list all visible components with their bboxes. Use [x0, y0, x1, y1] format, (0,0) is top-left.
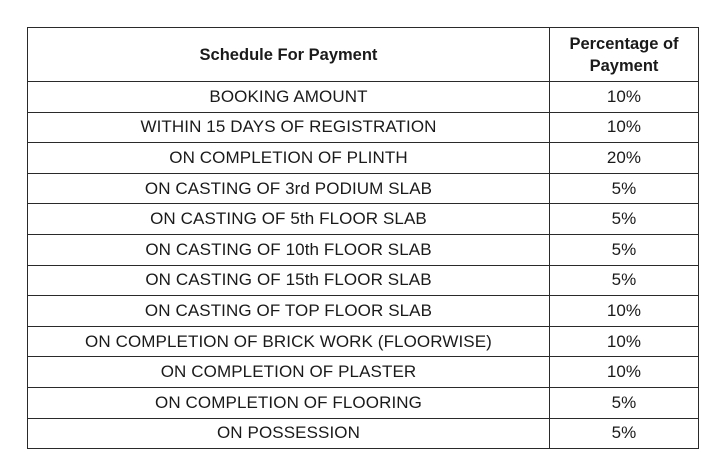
stage-cell: ON POSSESSION [28, 418, 550, 449]
payment-schedule-table [27, 27, 699, 449]
percent-cell: 5% [550, 387, 699, 418]
percentage-header-line1: Percentage of [569, 34, 679, 53]
percent-cell: 5% [550, 418, 699, 449]
stage-cell: ON CASTING OF 5th FLOOR SLAB [28, 204, 550, 235]
percent-cell: 10% [550, 82, 699, 113]
stage-cell: ON COMPLETION OF FLOORING [28, 387, 550, 418]
percentage-header-line2: Payment [589, 56, 659, 75]
table-row [28, 234, 699, 265]
table-row [28, 112, 699, 143]
percent-cell: 5% [550, 204, 699, 235]
header-row [28, 28, 699, 82]
stage-cell: WITHIN 15 DAYS OF REGISTRATION [28, 112, 550, 143]
percent-cell: 10% [550, 112, 699, 143]
table-row [28, 326, 699, 357]
percentage-header [550, 28, 699, 82]
stage-cell: ON CASTING OF 15th FLOOR SLAB [28, 265, 550, 296]
table-row [28, 418, 699, 449]
percent-cell: 5% [550, 173, 699, 204]
stage-cell: ON CASTING OF 10th FLOOR SLAB [28, 234, 550, 265]
stage-cell: ON CASTING OF TOP FLOOR SLAB [28, 296, 550, 327]
percent-cell: 5% [550, 265, 699, 296]
table-row [28, 82, 699, 113]
table-row [28, 143, 699, 174]
table-row [28, 296, 699, 327]
table-row [28, 204, 699, 235]
schedule-header: Schedule For Payment [28, 28, 550, 82]
stage-cell: ON COMPLETION OF PLINTH [28, 143, 550, 174]
table-body [28, 82, 699, 449]
percent-cell: 20% [550, 143, 699, 174]
percent-cell: 10% [550, 326, 699, 357]
stage-cell: ON COMPLETION OF PLASTER [28, 357, 550, 388]
table-row [28, 173, 699, 204]
table-header [28, 28, 699, 82]
stage-cell: ON CASTING OF 3rd PODIUM SLAB [28, 173, 550, 204]
percent-cell: 10% [550, 296, 699, 327]
stage-cell: BOOKING AMOUNT [28, 82, 550, 113]
percent-cell: 10% [550, 357, 699, 388]
percent-cell: 5% [550, 234, 699, 265]
table-row [28, 387, 699, 418]
stage-cell: ON COMPLETION OF BRICK WORK (FLOORWISE) [28, 326, 550, 357]
table-row [28, 265, 699, 296]
table-row [28, 357, 699, 388]
